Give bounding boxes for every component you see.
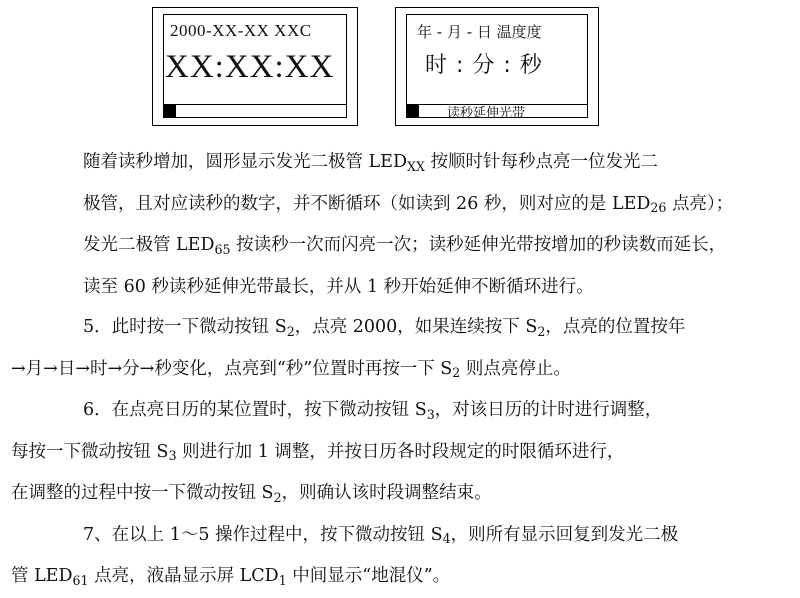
lcd-progress-bar <box>164 104 346 117</box>
lcd-screen-left <box>163 14 347 118</box>
body-text <box>11 142 767 598</box>
lcd-progress-bar <box>407 104 587 121</box>
lcd-progress-fill <box>164 105 176 117</box>
paragraph-step-7 <box>11 515 767 598</box>
text-line: 6．在点亮日历的某位置时，按下微动按钮 $S_3$，对该日历的计时进行调整， <box>83 400 663 422</box>
text-line: 7、在以上 1～5 操作过程中，按下微动按钮 $S_4$，则所有显示回复到发光二极 <box>83 524 679 547</box>
lcd-date-line: 2000-XX-XX XXC <box>170 21 312 40</box>
paragraph-step-6 <box>11 390 767 515</box>
lcd-screen-right <box>406 14 588 121</box>
paragraph-step-5 <box>11 307 767 390</box>
text-line: 发光二极管 $LED_{65}$ 按读秒一次而闪亮一次；读秒延伸光带按增加的秒读数而延长， <box>83 235 727 257</box>
lcd-date-labels: 年 - 月 - 日 温度度 <box>417 23 542 41</box>
text-line: 随着读秒增加，圆形显示发光二极管 $LED_{XX}$ 按顺时针每秒点亮一位发光二 <box>83 152 658 174</box>
text-line: 管 $LED_{61}$ 点亮，液晶显示屏 $LCD_1$ 中间显示“地混仪”。 <box>11 566 451 588</box>
lcd-diagram-left <box>152 7 358 126</box>
text-line: 极管，且对应读秒的数字，并不断循环（如读到 26 秒，则对应的是 $LED_{26}$ 点亮）； <box>83 193 734 216</box>
text-line: 在调整的过程中按一下微动按钮 $S_2$，则确认该时段调整结束。 <box>11 483 492 505</box>
lcd-time-line: XX:XX:XX <box>165 49 335 85</box>
text-line: 5．此时按一下微动按钮 $S_2$，点亮 2000，如果连续按下 $S_2$，点亮的位置按年 <box>83 317 686 339</box>
lcd-time-labels: 时 : 分 : 秒 <box>425 53 543 78</box>
lcd-progress-fill <box>407 105 419 117</box>
text-line: 读至 60 秒读秒延伸光带最长，并从 1 秒开始延伸不断循环进行。 <box>83 276 594 297</box>
text-line: →月→日→时→分→秒变化，点亮到“秒”位置时再按一下 $S_2$ 则点亮停止。 <box>11 358 571 381</box>
lcd-bar-label: 读秒延伸光带 <box>447 106 526 121</box>
text-line: 每按一下微动按钮 $S_3$ 则进行加 1 调整，并按日历各时段规定的时限循环进行， <box>11 441 625 464</box>
paragraph-led-sequence <box>47 142 767 307</box>
lcd-diagram-right <box>395 7 599 126</box>
